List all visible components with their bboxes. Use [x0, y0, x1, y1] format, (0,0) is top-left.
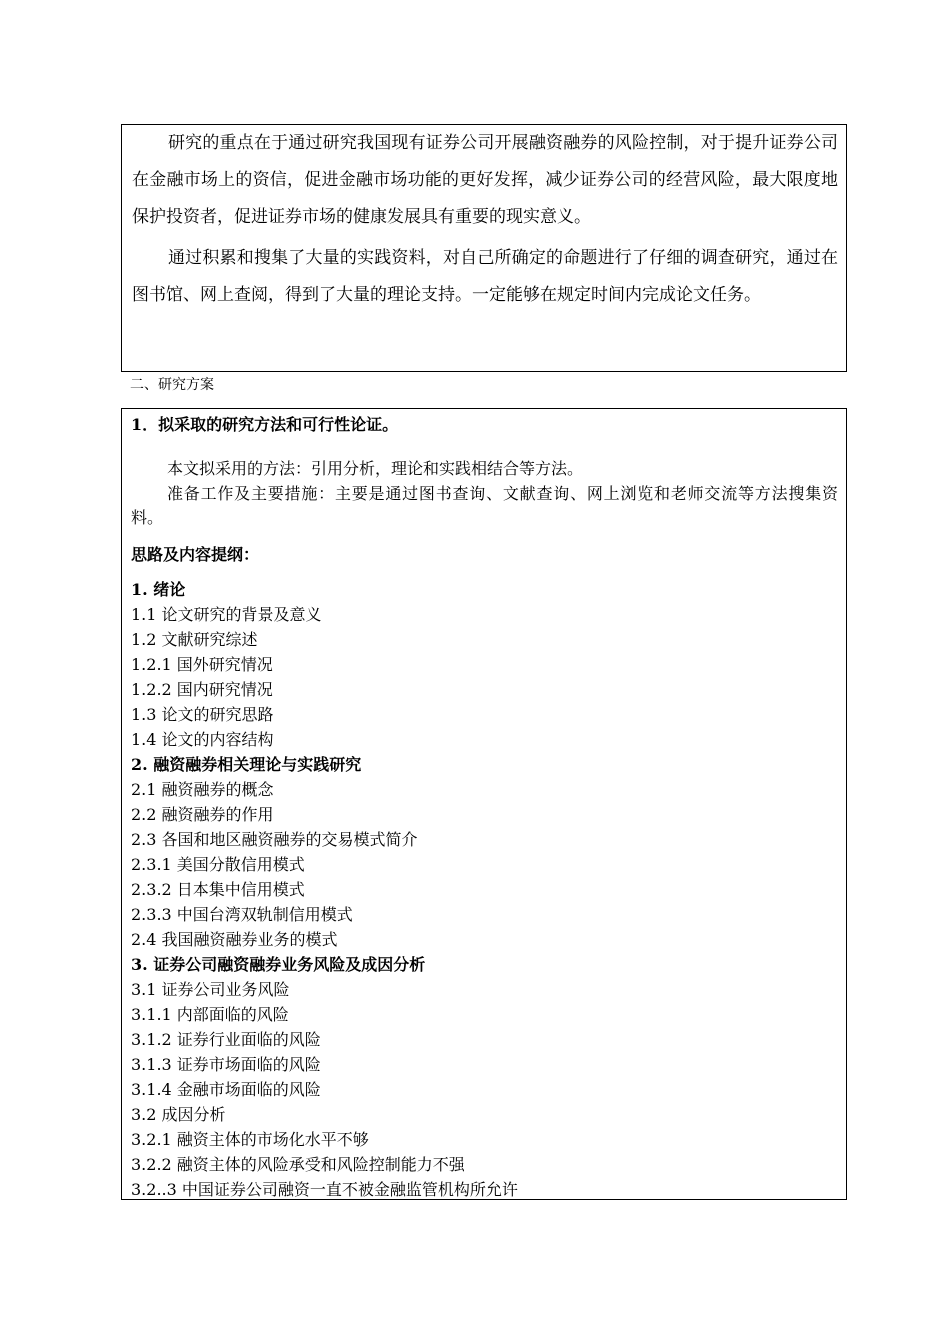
outline-item: 1.2.1 国外研究情况 — [131, 655, 273, 674]
research-significance-box — [121, 124, 847, 372]
section-heading: 二、研究方案 — [130, 377, 214, 393]
outline-item: 2.4 我国融资融券业务的模式 — [131, 930, 338, 949]
significance-paragraph: 研究的重点在于通过研究我国现有证券公司开展融资融券的风险控制，对于提升证券公司在金融市场上的资信，促进金融市场功能的更好发挥，减少证券公司的经营风险，最大限度地保护投资者，促进证券市场的健康发展具有重要的现实意义。 — [132, 133, 838, 227]
outline-item: 3.1.3 证券市场面临的风险 — [131, 1055, 321, 1074]
outline-item: 3.2.2 融资主体的风险承受和风险控制能力不强 — [131, 1155, 465, 1174]
outline-item: 2.2 融资融券的作用 — [131, 805, 274, 824]
outline-item: 3.2.1 融资主体的市场化水平不够 — [131, 1130, 369, 1149]
outline-item: 3.1.4 金融市场面临的风险 — [131, 1080, 321, 1099]
outline-item: 2.3.1 美国分散信用模式 — [131, 855, 305, 874]
outline-item: 3.2..3 中国证券公司融资一直不被金融监管机构所允许 — [131, 1180, 518, 1199]
outline-item: 1.1 论文研究的背景及意义 — [131, 605, 322, 624]
outline-item: 3.2 成因分析 — [131, 1105, 226, 1124]
methods-paragraph: 本文拟采用的方法：引用分析，理论和实践相结合等方法。 — [167, 459, 584, 478]
outline-item: 1.3 论文的研究思路 — [131, 705, 274, 724]
outline-chapter: 3. 证券公司融资融券业务风险及成因分析 — [131, 955, 426, 974]
outline-item: 2.1 融资融券的概念 — [131, 780, 274, 799]
outline-item: 1.4 论文的内容结构 — [131, 730, 274, 749]
research-plan-box — [121, 408, 847, 1200]
outline-item: 2.3 各国和地区融资融券的交易模式简介 — [131, 830, 418, 849]
preparation-paragraph: 准备工作及主要措施：主要是通过图书查询、文献查询、网上浏览和老师交流等方法搜集资料。 — [131, 484, 838, 527]
feasibility-paragraph: 通过积累和搜集了大量的实践资料，对自己所确定的命题进行了仔细的调查研究，通过在图书馆、网上查阅，得到了大量的理论支持。一定能够在规定时间内完成论文任务。 — [132, 248, 838, 305]
plan-heading: 1．拟采取的研究方法和可行性论证。 — [131, 415, 399, 434]
outline-title: 思路及内容提纲： — [131, 545, 260, 564]
outline-chapter: 2. 融资融券相关理论与实践研究 — [131, 755, 362, 774]
outline-item: 3.1 证券公司业务风险 — [131, 980, 290, 999]
outline-item: 2.3.2 日本集中信用模式 — [131, 880, 305, 899]
outline-item: 2.3.3 中国台湾双轨制信用模式 — [131, 905, 353, 924]
outline-chapter: 1. 绪论 — [131, 580, 186, 599]
outline-item: 1.2.2 国内研究情况 — [131, 680, 273, 699]
outline-item: 3.1.1 内部面临的风险 — [131, 1005, 289, 1024]
outline-item: 1.2 文献研究综述 — [131, 630, 258, 649]
outline-item: 3.1.2 证券行业面临的风险 — [131, 1030, 321, 1049]
outline-list — [131, 577, 518, 1202]
